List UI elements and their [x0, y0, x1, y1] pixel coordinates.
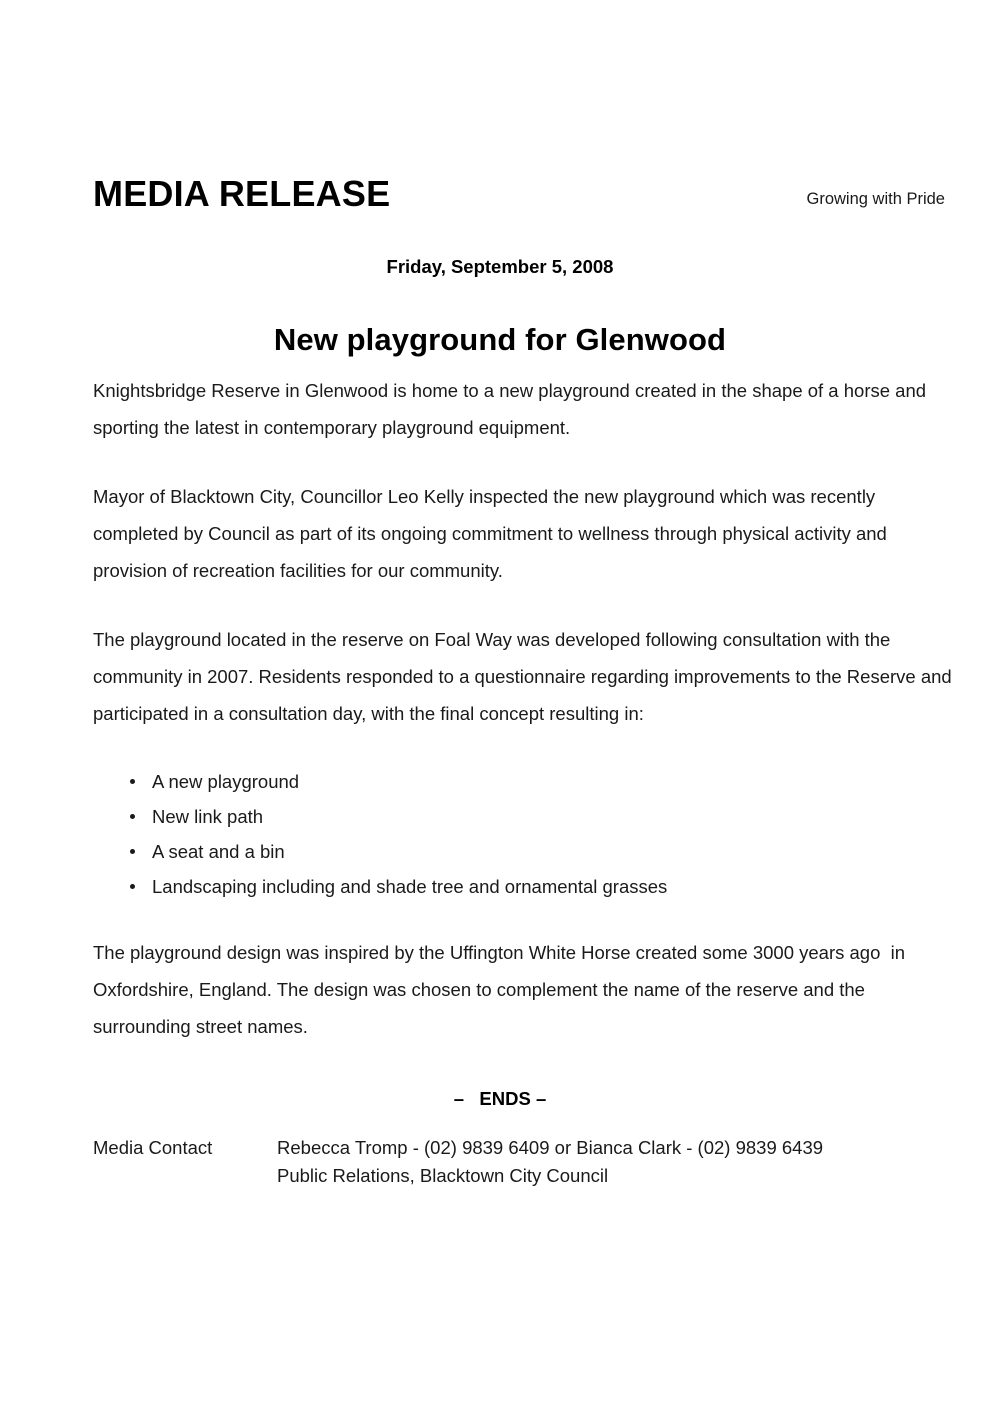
- list-item: [93, 799, 955, 834]
- release-date: Friday, September 5, 2008: [386, 256, 614, 277]
- body-paragraph: The playground design was inspired by the Uffington White Horse created some 3000 years ago in Oxfordshire, England. The design was chosen to complement the name of the reserve and the surrounding street names.: [93, 942, 911, 1037]
- media-contact-label: Media Contact: [93, 1137, 213, 1158]
- media-contact-department: Public Relations, Blacktown City Council: [277, 1165, 609, 1186]
- body-paragraph: The playground located in the reserve on Foal Way was developed following consultation with the community in 2007. Residents responded to a questionnaire regarding improvements to the Reserve and participated in a consultation day, with the final concept resulting in:: [93, 629, 957, 724]
- list-item: [93, 834, 955, 869]
- bullet-icon: [130, 884, 135, 889]
- media-contact-details: [277, 1134, 823, 1190]
- list-item-label: A seat and a bin: [152, 841, 285, 862]
- list-item-label: A new playground: [152, 771, 300, 792]
- organisation-tagline: Growing with Pride: [806, 190, 945, 208]
- bullet-icon: [130, 779, 135, 784]
- body-paragraph: Mayor of Blacktown City, Councillor Leo Kelly inspected the new playground which was recently completed by Council as part of its ongoing commitment to wellness through physical activity and provision of recreation facilities for our community.: [93, 486, 892, 581]
- page-title: New playground for Glenwood: [273, 321, 727, 357]
- document-body: [93, 372, 955, 1045]
- ends-marker: – ENDS –: [453, 1088, 547, 1109]
- body-paragraph: Knightsbridge Reserve in Glenwood is home to a new playground created in the shape of a horse and sporting the latest in contemporary playground equipment.: [93, 380, 932, 438]
- masthead-title: MEDIA RELEASE: [93, 173, 391, 214]
- list-item: [93, 869, 955, 904]
- list-item-label: Landscaping including and shade tree and ornamental grasses: [152, 876, 668, 897]
- media-contact-block: [93, 1134, 963, 1190]
- list-item: [93, 764, 955, 799]
- bullet-icon: [130, 849, 135, 854]
- list-item-label: New link path: [152, 806, 264, 827]
- outcomes-list: [93, 764, 955, 904]
- bullet-icon: [130, 814, 135, 819]
- document-header: [93, 173, 950, 214]
- media-contact-names-phones: Rebecca Tromp - (02) 9839 6409 or Bianca Clark - (02) 9839 6439: [277, 1137, 824, 1158]
